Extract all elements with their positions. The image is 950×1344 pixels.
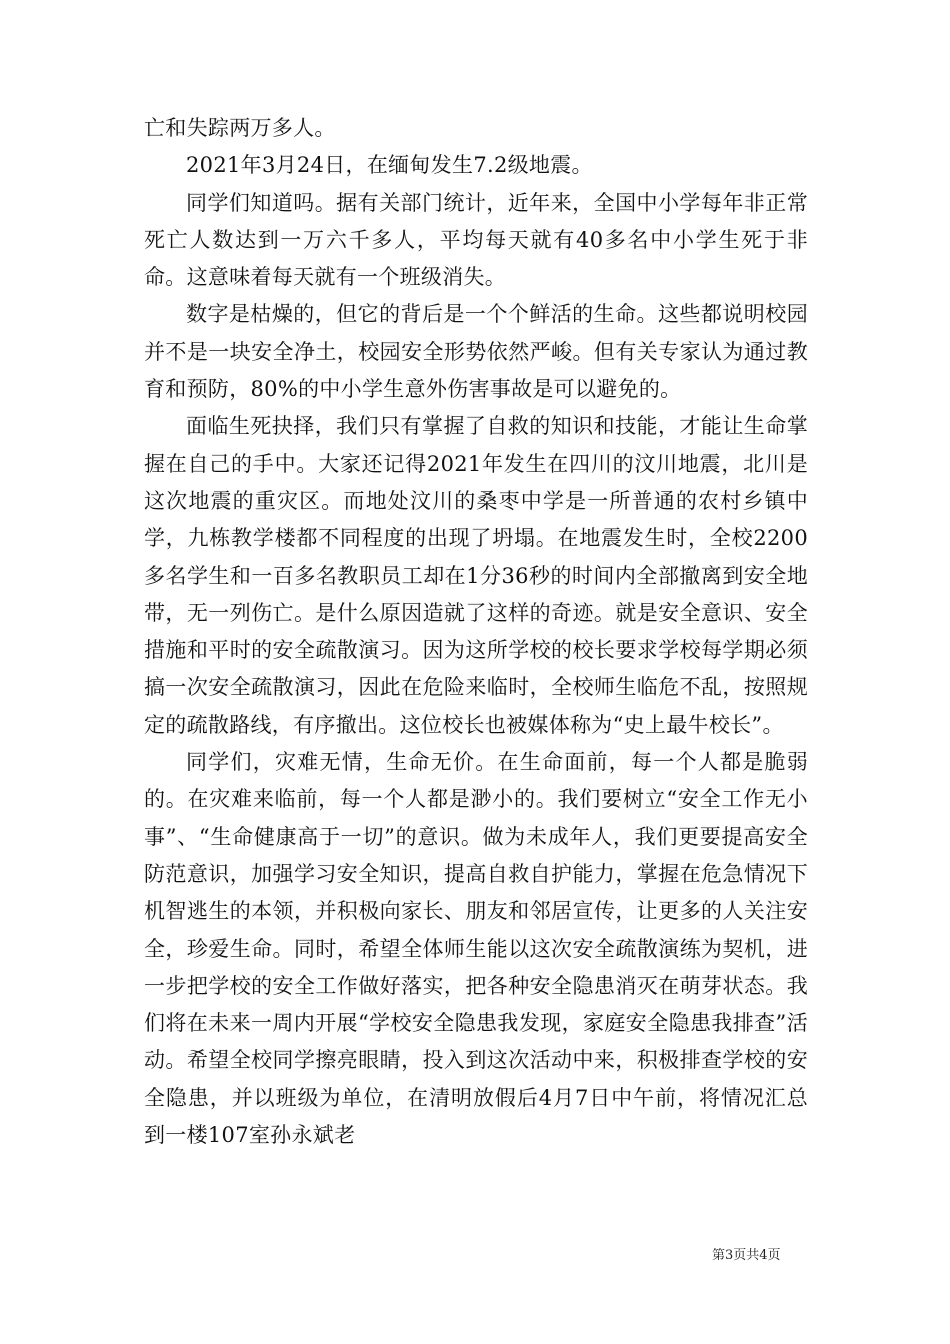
page-number-footer: 第3页共4页: [712, 1248, 781, 1263]
document-body: [144, 110, 808, 1154]
paragraph-wenchuan-story: 面临生死抉择，我们只有掌握了自救的知识和技能，才能让生命掌握在自己的手中。大家还记得2021年发生在四川的汶川地震，北川是这次地震的重灾区。而地处汶川的桑枣中学是一所普通的农村乡镇中学，九栋教学楼都不同程度的出现了坍塌。在地震发生时，全校2200多名学生和一百多名教职员工却在1分36秒的时间内全部撤离到安全地带，无一列伤亡。是什么原因造就了这样的奇迹。就是安全意识、安全措施和平时的安全疏散演习。因为这所学校的校长要求学校每学期必须搞一次安全疏散演习，因此在危险来临时，全校师生临危不乱，按照规定的疏散路线，有序撤出。这位校长也被媒体称为“史上最牛校长”。: [144, 414, 808, 737]
paragraph-continuation: 亡和失踪两万多人。: [144, 116, 336, 140]
paragraph-statistics: 同学们知道吗。据有关部门统计，近年来，全国中小学每年非正常死亡人数达到一万六千多人，平均每天就有40多名中小学生死于非命。这意味着每天就有一个班级消失。: [144, 190, 808, 290]
paragraph-numbers-are-dry: 数字是枯燥的，但它的背后是一个个鲜活的生命。这些都说明校园并不是一块安全净土，校园安全形势依然严峻。但有关专家认为通过教育和预防，80%的中小学生意外伤害事故是可以避免的。: [144, 302, 808, 402]
paragraph-call-to-action: 同学们，灾难无情，生命无价。在生命面前，每一个人都是脆弱的。在灾难来临前，每一个人都是渺小的。我们要树立“安全工作无小事”、“生命健康高于一切”的意识。做为未成年人，我们更要提高安全防范意识，加强学习安全知识，提高自救自护能力，掌握在危急情况下机智逃生的本领，并积极向家长、朋友和邻居宣传，让更多的人关注安全，珍爱生命。同时，希望全体师生能以这次安全疏散演练为契机，进一步把学校的安全工作做好落实，把各种安全隐患消灭在萌芽状态。我们将在未来一周内开展“学校安全隐患我发现，家庭安全隐患我排查”活动。希望全校同学擦亮眼睛，投入到这次活动中来，积极排查学校的安全隐患，并以班级为单位，在清明放假后4月7日中午前，将情况汇总到一楼107室孙永斌老: [144, 750, 808, 1148]
paragraph-myanmar-earthquake: 2021年3月24日，在缅甸发生7.2级地震。: [186, 153, 593, 178]
